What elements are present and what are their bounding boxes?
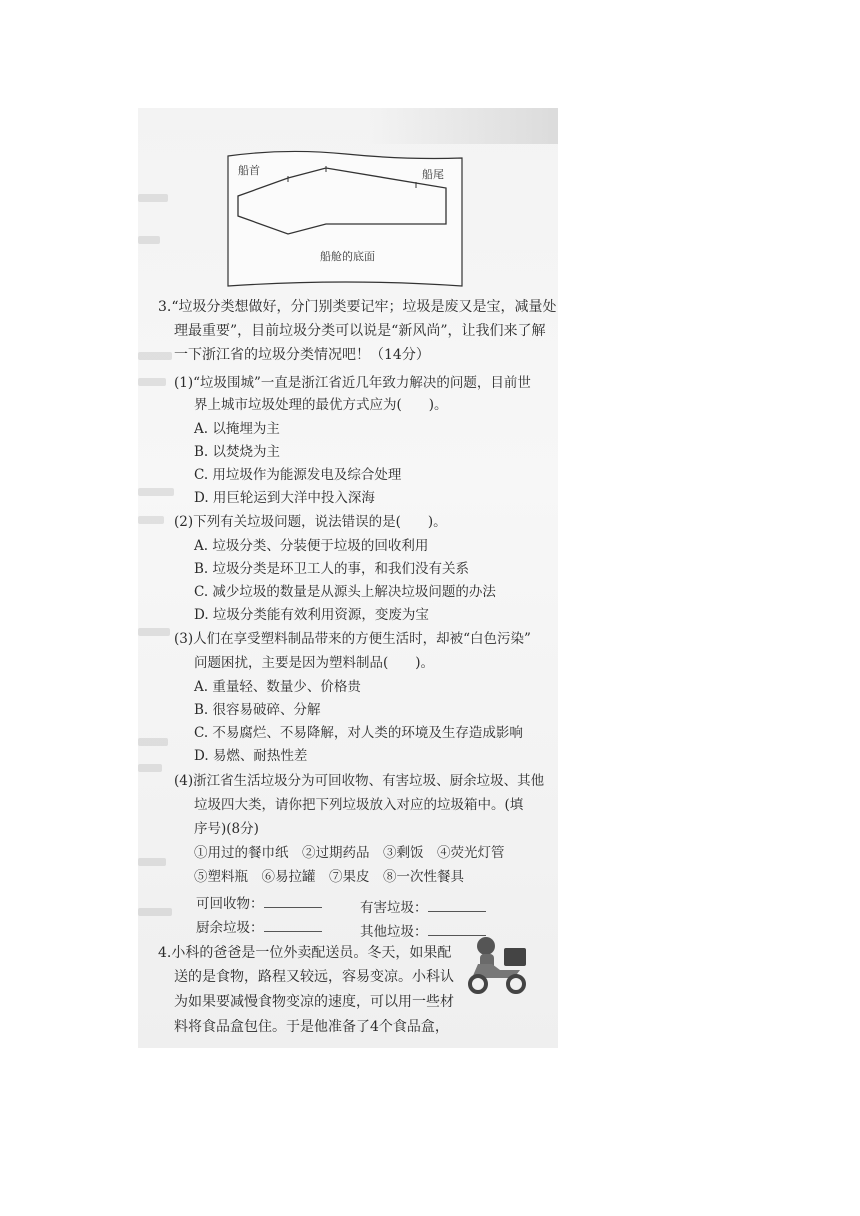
q3-3-option-a: A. 重量轻、数量少、价格贵 (194, 679, 361, 695)
bow-label: 船首 (238, 164, 260, 177)
hazardous-answer-blank[interactable] (428, 898, 486, 912)
q3-2-option-c: C. 减少垃圾的数量是从源头上解决垃圾问题的办法 (194, 584, 496, 600)
q3-3-stem-line-2: 问题困扰，主要是因为塑料制品( )。 (194, 655, 435, 671)
kitchen-label: 厨余垃圾： (196, 920, 264, 936)
q3-1-option-c: C. 用垃圾作为能源发电及综合处理 (194, 467, 402, 483)
hold-bottom-label: 船舱的底面 (320, 250, 375, 263)
q3-1-stem-line-2: 界上城市垃圾处理的最优方式应为( )。 (194, 397, 448, 413)
q4-line-4: 料将食品盒包住。于是他准备了4个食品盒， (174, 1019, 449, 1035)
q3-2-option-d: D. 垃圾分类能有效利用资源，变废为宝 (194, 607, 429, 623)
bleed-through-text (138, 108, 178, 1048)
q3-2-stem: (2)下列有关垃圾问题，说法错误的是( )。 (174, 514, 447, 530)
q3-3-option-b: B. 很容易破碎、分解 (194, 702, 321, 718)
ship-hold-diagram (226, 144, 464, 290)
kitchen-answer-blank[interactable] (264, 918, 322, 932)
q3-intro-line-1: 3.“垃圾分类想做好，分门别类要记牢；垃圾是废又是宝，减量处 (158, 299, 557, 315)
recyclable-label: 可回收物： (196, 896, 264, 912)
q4-line-1: 4.小科的爸爸是一位外卖配送员。冬天，如果配 (158, 945, 452, 961)
q3-intro-line-3: 一下浙江省的垃圾分类情况吧！（14分） (174, 347, 430, 363)
hazardous-label: 有害垃圾： (360, 900, 428, 916)
stern-label: 船尾 (422, 168, 444, 181)
other-label: 其他垃圾： (360, 924, 428, 940)
q3-3-option-d: D. 易燃、耐热性差 (194, 748, 308, 764)
q3-4-items-line-2: ⑤塑料瓶 ⑥易拉罐 ⑦果皮 ⑧一次性餐具 (194, 869, 464, 885)
q3-4-stem-line-2: 垃圾四大类，请你把下列垃圾放入对应的垃圾箱中。(填 (194, 797, 524, 813)
q3-1-option-b: B. 以焚烧为主 (194, 444, 281, 460)
q3-1-stem-line-1: (1)“垃圾围城”一直是浙江省近几年致力解决的问题，目前世 (174, 375, 531, 391)
q3-4-stem-line-3: 序号)(8分) (194, 821, 259, 837)
q3-4-items-line-1: ①用过的餐巾纸 ②过期药品 ③剩饭 ④荧光灯管 (194, 845, 505, 861)
recyclable-answer-blank[interactable] (264, 894, 322, 908)
q3-2-option-b: B. 垃圾分类是环卫工人的事，和我们没有关系 (194, 561, 470, 577)
hazardous-row (360, 898, 486, 917)
q3-4-stem-line-1: (4)浙江省生活垃圾分为可回收物、有害垃圾、厨余垃圾、其他 (174, 773, 545, 789)
kitchen-row (196, 918, 322, 937)
q4-line-3: 为如果要减慢食物变凉的速度，可以用一些材 (174, 994, 454, 1010)
scooter-rider-icon (464, 934, 532, 998)
q3-1-option-d: D. 用巨轮运到大洋中投入深海 (194, 490, 375, 506)
q3-3-option-c: C. 不易腐烂、不易降解，对人类的环境及生存造成影响 (194, 725, 523, 741)
recyclable-row (196, 894, 322, 913)
delivery-rider-illustration (464, 934, 532, 998)
page-shadow (368, 108, 558, 144)
q3-intro-line-2: 理最重要”，目前垃圾分类可以说是“新风尚”，让我们来了解 (174, 323, 546, 339)
q3-2-option-a: A. 垃圾分类、分装便于垃圾的回收利用 (194, 538, 429, 554)
q3-1-option-a: A. 以掩埋为主 (194, 421, 280, 437)
q4-line-2: 送的是食物，路程又较远，容易变凉。小科认 (174, 969, 454, 985)
q3-3-stem-line-1: (3)人们在享受塑料制品带来的方便生活时，却被“白色污染” (174, 631, 531, 647)
